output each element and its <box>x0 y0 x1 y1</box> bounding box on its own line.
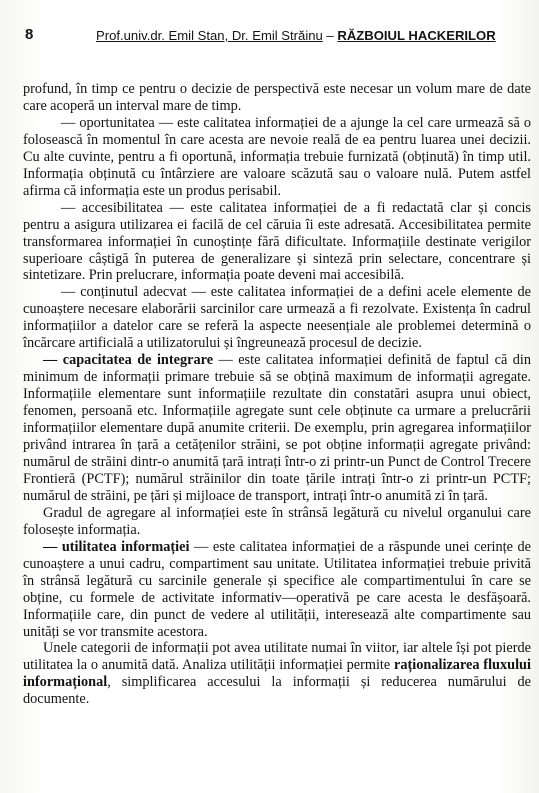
paragraph-capacitatea-de-integrare <box>23 352 531 505</box>
paragraph-oportunitatea: — oportunitatea — este calitatea informației de a ajunge la cel care urmează să o folosească în momentul în care acesta are nevoie reală de ea pentru luarea unei decizii. Cu alte cuvinte, pentru a fi oportună, informația trebuie furnizată (obținută) în timp util. Informația obținută cu întârziere are valoare scăzută sau o valoare nulă. Putem astfel afirma că informația este un produs perisabil. <box>23 114 531 199</box>
capacitatea-body: — este calitatea informației definită de faptul că din minimum de informații primare trebuie să se obțină maximum de informații agregate. Informațiile elementare sunt informațiile rezultate din constatări asupra unui obiect, fenomen, persoană etc. Informațiile agregate sunt cele obținute ca urmare a prelucrării informațiilor elementare după anumite criterii. De exemplu, prin agregarea informațiilor privând intrarea în țară a cetățenilor străini, se pot obține informații agregate privând: numărul de străini dintr-o anumită țară intrați într-o zi printr-un Punct de Control Trecere Frontieră (PCTF); numărul străinilor din toate țările intrați într-o zi printr-un PCTF; numărul de străini, pe țări și mijloace de transport, intrați într-o anumită zi în țară. <box>23 352 531 504</box>
page-header <box>0 25 539 49</box>
book-title: RĂZBOIUL HACKERILOR <box>337 28 496 43</box>
running-title <box>96 26 496 46</box>
paragraph-unele-categorii <box>23 640 531 708</box>
paragraph-continutul-adecvat: — conținutul adecvat — este calitatea informației de a defini acele elemente de cunoaștere necesare elaborării sarcinilor care urmează a fi rezolvate. Existența în cadrul informațiilor a datelor care se referă la aspecte neesențiale ale problemei determină o încărcare artificială a utilizatorului și îngreunează procesul de decizie. <box>23 284 531 352</box>
authors: Prof.univ.dr. Emil Stan, Dr. Emil Străinu <box>96 28 323 43</box>
paragraph-utilitatea-informatiei <box>23 539 531 641</box>
rationalizarea-emphasis: raționalizarea fluxului informațional <box>23 657 531 691</box>
utilitatea-heading: — utilitatea informației <box>43 538 190 555</box>
utilitatea-body: — este calitatea informației de a răspunde unei cerințe de cunoaștere a unui cadru, compartiment sau unitate. Utilitatea informației trebuie privită în strânsă legătură cu sarcinile generale și specifice ale compartimentului în care se obține, cu formele de activitate informativ—operativă pe care acesta le desfășoară. Informațiile care, din punct de vedere al utilității, interesează alte compartimente sau unități se vor transmite acestora. <box>23 538 531 640</box>
paragraph-intro: profund, în timp ce pentru o decizie de perspectivă este necesar un volum mare de date care acoperă un interval mare de timp. <box>23 81 531 114</box>
body-text <box>23 81 531 708</box>
page-number: 8 <box>25 26 34 43</box>
paragraph-gradul-de-agregare: Gradul de agregare al informației este în strânsă legătură cu nivelul organului care folosește informația. <box>23 504 531 538</box>
unele-categorii-ending: , simplificarea accesului la informații și reducerea numărului de documente. <box>23 674 531 708</box>
capacitatea-heading: — capacitatea de integrare <box>43 352 214 369</box>
unele-categorii-body: Unele categorii de informații pot avea utilitate numai în viitor, iar altele își pot pierde utilitatea la o anumită dată. Analiza utilității informației permite <box>23 640 531 674</box>
title-separator: – <box>322 28 338 43</box>
paragraph-accesibilitatea: — accesibilitatea — este calitatea informației de a fi redactată clar și concis pentru a asigura utilizarea ei facilă de cel căruia îi este adresată. Accesibilitatea permite transformarea informației în cunoștințe fără dificultate. Informațiile destinate verigilor superioare câștigă în puterea de generalizare și sinteză prin selectare, concentrare și sintetizare. Prin prelucrare, informația poate deveni mai accesibilă. <box>23 199 531 284</box>
